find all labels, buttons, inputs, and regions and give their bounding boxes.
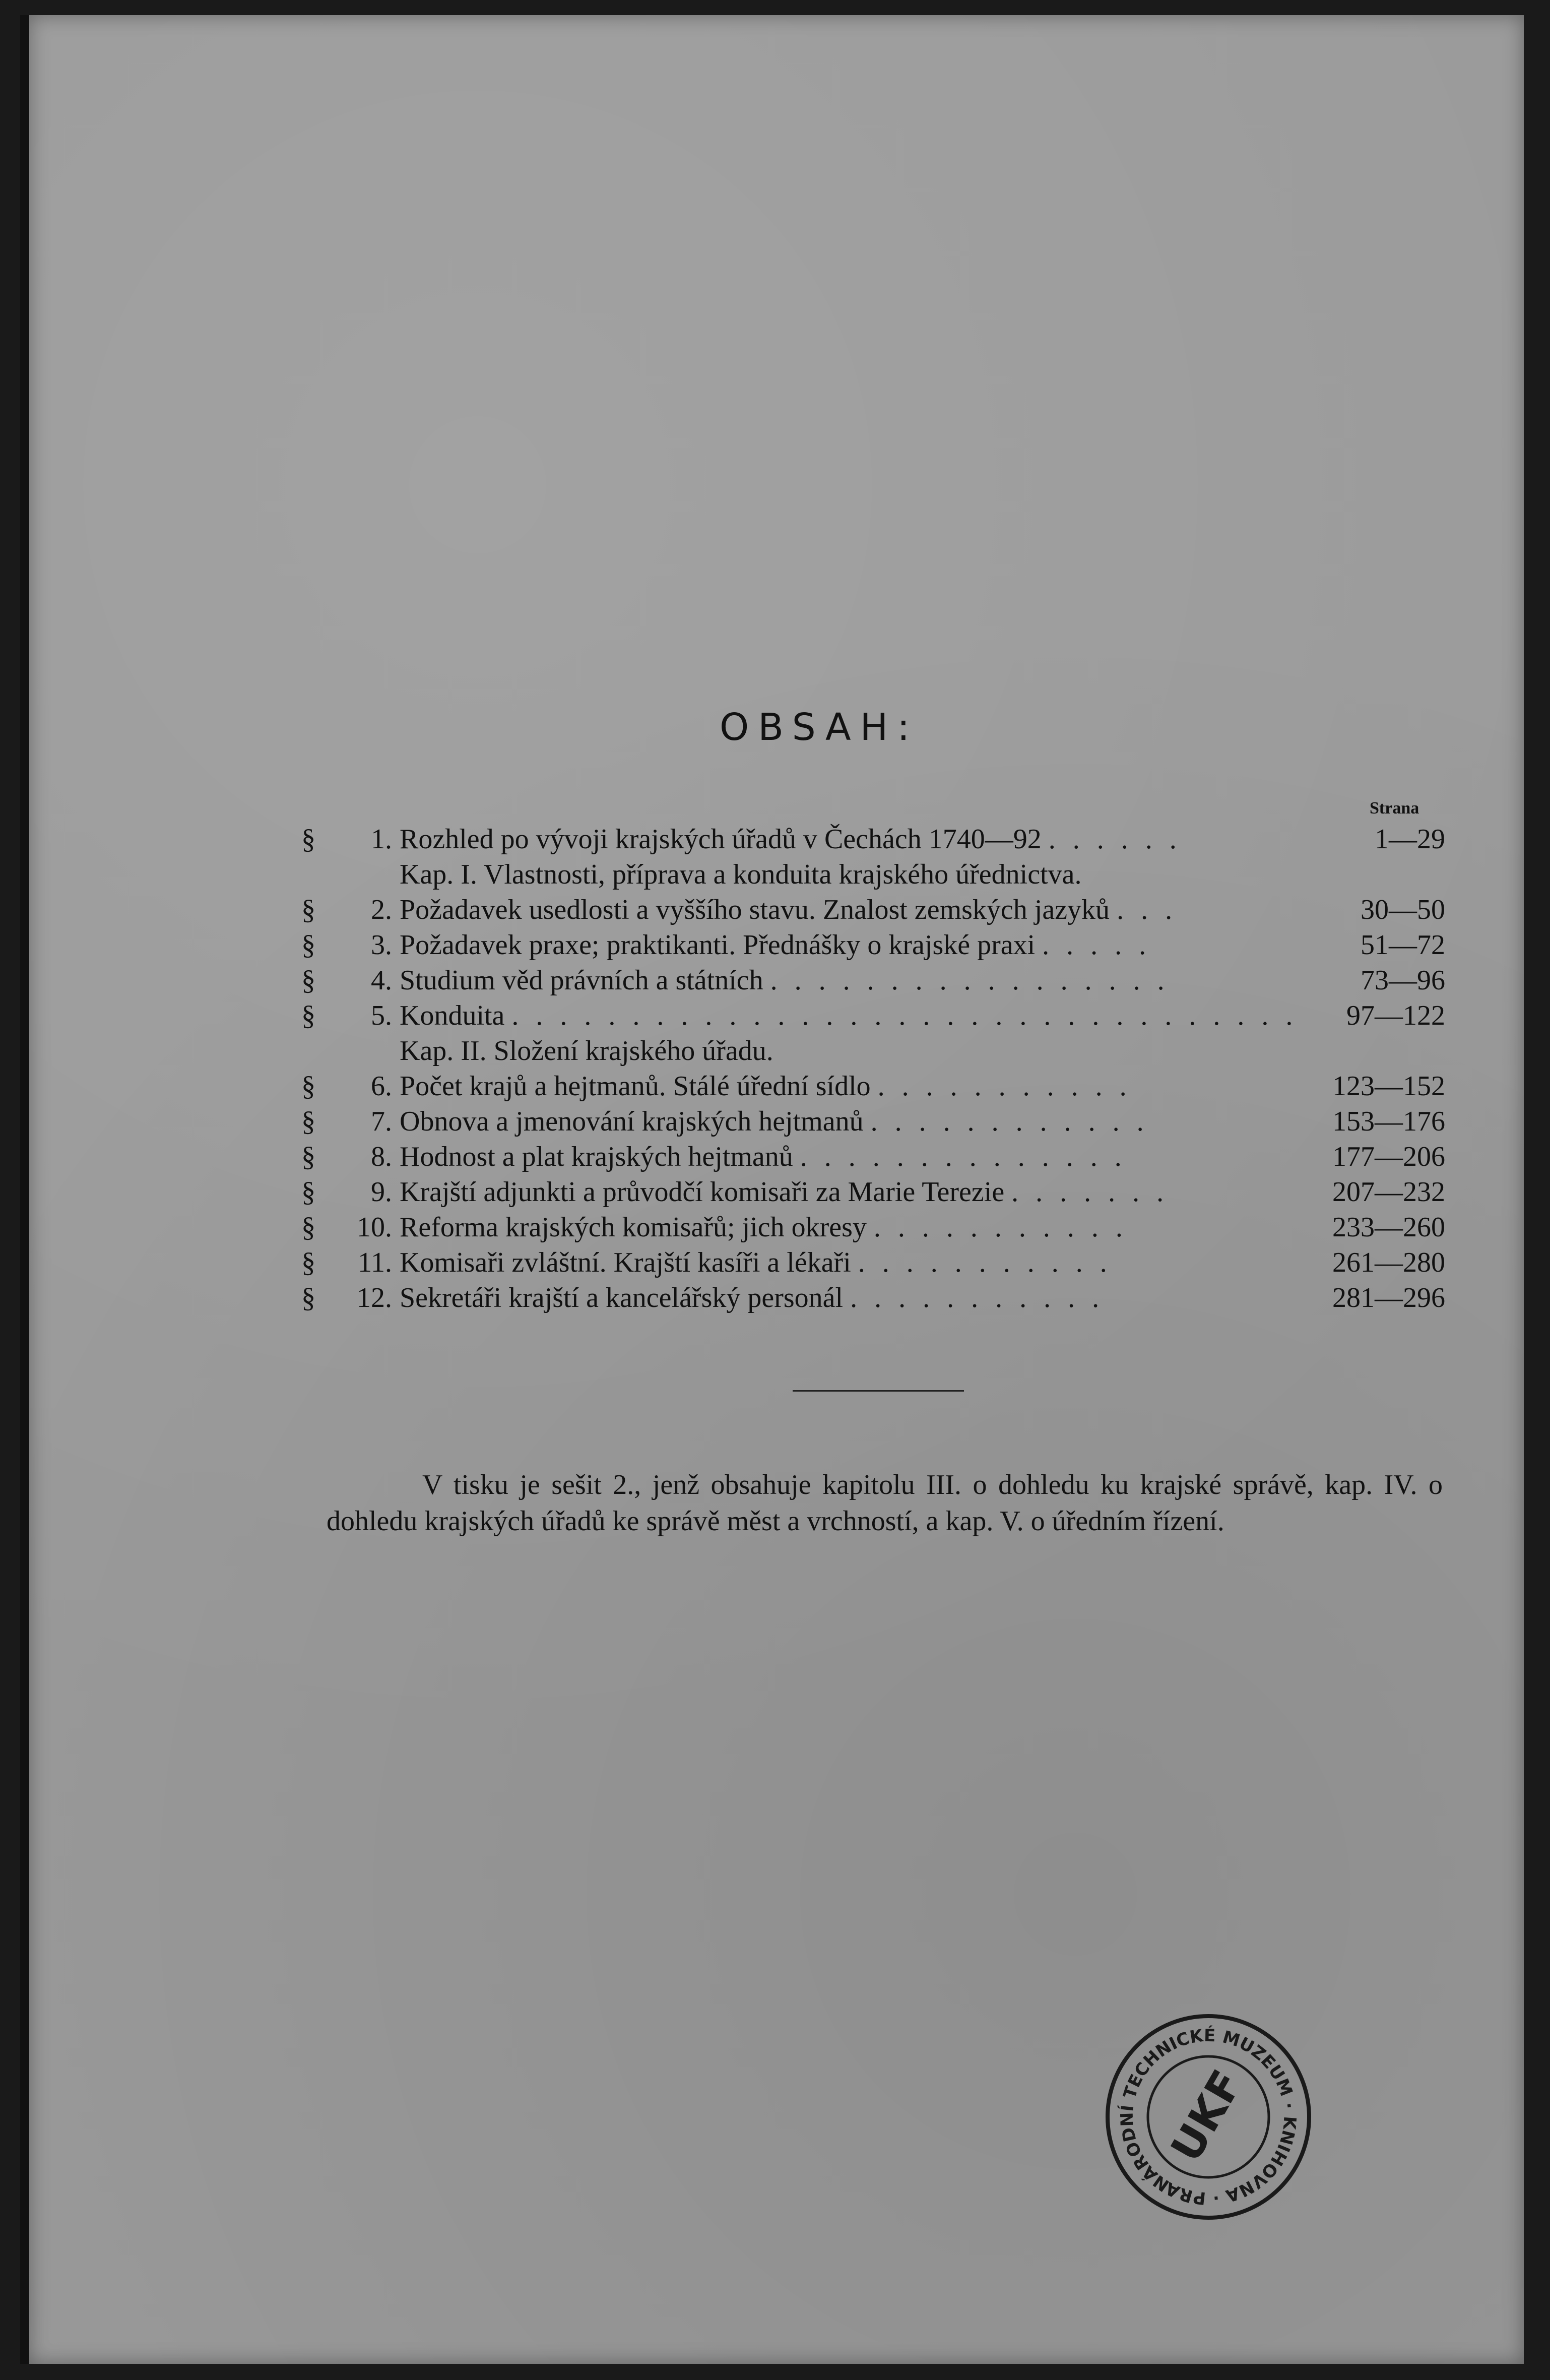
toc-row xyxy=(301,927,1445,963)
toc-number: 7. xyxy=(371,1106,392,1137)
toc-pages: 51—72 xyxy=(1361,929,1445,961)
toc-number: 6. xyxy=(371,1071,392,1102)
toc-pages: 153—176 xyxy=(1332,1106,1445,1137)
toc-pages: 261—280 xyxy=(1332,1247,1445,1278)
toc-text: Kap. II. Složení krajského úřadu. xyxy=(400,1035,773,1067)
toc-text: Obnova a jmenování krajských hejtmanů . . . . . . . . . . . . xyxy=(400,1106,1149,1137)
toc-pages: 97—122 xyxy=(1346,1000,1445,1031)
section-sign: § xyxy=(301,929,315,961)
toc-text: Studium věd právních a státních . . . . . . . . . . . . . . . . . xyxy=(400,965,1170,996)
toc-number: 9. xyxy=(371,1176,392,1208)
stamp-center-text: UKF xyxy=(1161,2061,1252,2170)
toc-row xyxy=(301,822,1445,857)
toc-row xyxy=(301,1174,1445,1210)
stamp-outer-text: NÁRODNÍ TECHNICKÉ MUZEUM · KNIHOVNA · PRAHA xyxy=(1117,2025,1300,2209)
toc-row xyxy=(301,963,1445,998)
toc-text: Reforma krajských komisařů; jich okresy . . . . . . . . . . . xyxy=(400,1212,1128,1243)
toc-pages: 233—260 xyxy=(1332,1212,1445,1243)
toc-number: 10. xyxy=(357,1212,392,1243)
toc-chapter-heading xyxy=(301,857,1445,892)
toc-pages: 30—50 xyxy=(1361,894,1445,925)
toc-row xyxy=(301,1245,1445,1280)
toc-text: Sekretáři krajští a kancelářský personál . . . . . . . . . . . xyxy=(400,1282,1105,1313)
toc-number: 5. xyxy=(371,1000,392,1031)
library-stamp-icon xyxy=(1103,2011,1314,2223)
toc-row xyxy=(301,1104,1445,1139)
toc-pages: 281—296 xyxy=(1332,1282,1445,1313)
toc-text: Kap. I. Vlastnosti, příprava a konduita krajského úřednictva. xyxy=(400,859,1082,890)
section-sign: § xyxy=(301,1247,315,1278)
page-title: OBSAH: xyxy=(720,706,919,749)
toc-number: 11. xyxy=(358,1247,392,1278)
toc-text: Požadavek usedlosti a vyššího stavu. Znalost zemských jazyků . . . xyxy=(400,894,1178,925)
toc-pages: 73—96 xyxy=(1361,965,1445,996)
section-sign: § xyxy=(301,894,315,925)
toc-text: Komisaři zvláštní. Krajští kasíři a lékaři . . . . . . . . . . . xyxy=(400,1247,1112,1278)
document-page xyxy=(20,15,1524,2364)
section-sign: § xyxy=(301,1000,315,1031)
toc-number: 1. xyxy=(371,824,392,855)
toc-row xyxy=(301,1280,1445,1316)
toc-row xyxy=(301,998,1445,1033)
section-sign: § xyxy=(301,824,315,855)
toc-text: Počet krajů a hejtmanů. Stálé úřední sídlo . . . . . . . . . . . xyxy=(400,1071,1132,1102)
toc-row xyxy=(301,892,1445,927)
toc-number: 3. xyxy=(371,929,392,961)
section-sign: § xyxy=(301,1141,315,1172)
toc-pages: 207—232 xyxy=(1332,1176,1445,1208)
section-sign: § xyxy=(301,965,315,996)
toc-number: 2. xyxy=(371,894,392,925)
toc-number: 12. xyxy=(357,1282,392,1313)
toc-text: Požadavek praxe; praktikanti. Přednášky o krajské praxi . . . . . xyxy=(400,929,1151,961)
separator-rule xyxy=(793,1390,964,1392)
toc-number: 8. xyxy=(371,1141,392,1172)
toc-pages: 177—206 xyxy=(1332,1141,1445,1172)
toc-row xyxy=(301,1210,1445,1245)
toc-text: Krajští adjunkti a průvodčí komisaři za Marie Terezie . . . . . . . xyxy=(400,1176,1169,1208)
toc-text: Rozhled po vývoji krajských úřadů v Čechách 1740—92 . . . . . . xyxy=(400,824,1182,855)
section-sign: § xyxy=(301,1212,315,1243)
toc-pages: 1—29 xyxy=(1375,824,1445,855)
toc-row xyxy=(301,1069,1445,1104)
section-sign: § xyxy=(301,1071,315,1102)
section-sign: § xyxy=(301,1176,315,1208)
toc-number: 4. xyxy=(371,965,392,996)
toc-text: Konduita . . . . . . . . . . . . . . . . . . . . . . . . . . . . . . . . . xyxy=(400,1000,1298,1031)
section-sign: § xyxy=(301,1282,315,1313)
toc-text: Hodnost a plat krajských hejtmanů . . . . . . . . . . . . . . xyxy=(400,1141,1127,1172)
section-sign: § xyxy=(301,1106,315,1137)
table-of-contents xyxy=(301,822,1445,1316)
toc-chapter-heading xyxy=(301,1033,1445,1069)
page-column-label: Strana xyxy=(1370,799,1419,818)
printing-note: V tisku je sešit 2., jenž obsahuje kapitolu III. o dohledu ku krajské správě, kap. IV. o dohledu krajských úřadů ke správě měst a vrchností, a kap. V. o úředním řízení. xyxy=(327,1469,1443,1537)
toc-pages: 123—152 xyxy=(1332,1071,1445,1102)
toc-row xyxy=(301,1139,1445,1174)
